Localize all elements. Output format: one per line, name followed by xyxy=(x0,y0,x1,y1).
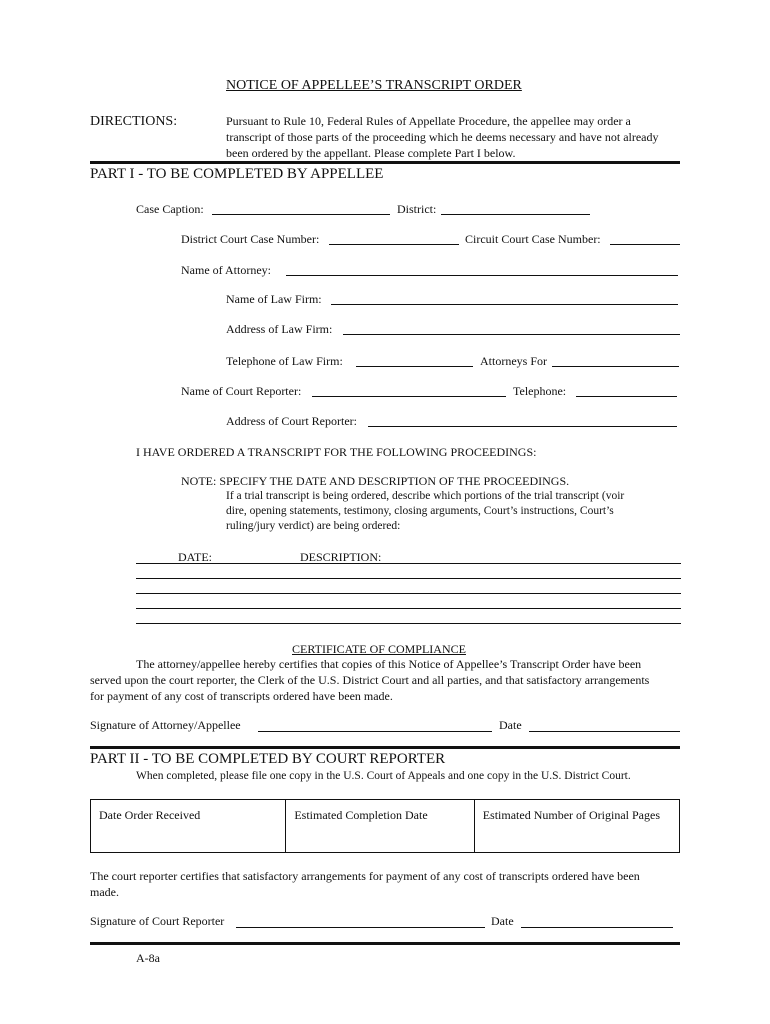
part1-heading: PART I - TO BE COMPLETED BY APPELLEE xyxy=(90,166,384,182)
proceedings-line[interactable] xyxy=(136,593,681,594)
reporter-name-label: Name of Court Reporter: xyxy=(181,384,302,398)
reporter-cert-line1: The court reporter certifies that satisfactory arrangements for payment of any cost of transcripts ordered have been xyxy=(90,869,640,883)
note-line3: ruling/jury verdict) are being ordered: xyxy=(226,520,401,532)
case-caption-field[interactable] xyxy=(212,214,390,215)
reporter-date-field[interactable] xyxy=(521,927,673,928)
reporter-date-label: Date xyxy=(491,914,514,928)
date-order-received-label: Date Order Received xyxy=(99,808,201,822)
attorney-date-field[interactable] xyxy=(529,731,680,732)
attorney-name-field[interactable] xyxy=(286,275,678,276)
certificate-line3: for payment of any cost of transcripts ordered have been made. xyxy=(90,689,393,703)
law-firm-phone-field[interactable] xyxy=(356,366,473,367)
estimated-completion-date-cell[interactable] xyxy=(286,800,474,852)
attorneys-for-label: Attorneys For xyxy=(480,354,547,368)
reporter-name-field[interactable] xyxy=(312,396,506,397)
certificate-line1: The attorney/appellee hereby certifies that copies of this Notice of Appellee’s Transcript Order have been xyxy=(136,657,642,671)
district-case-number-label: District Court Case Number: xyxy=(181,232,320,246)
estimated-pages-cell[interactable] xyxy=(475,800,679,852)
proceedings-line[interactable] xyxy=(136,563,681,564)
reporter-signature-field[interactable] xyxy=(236,927,485,928)
reporter-phone-field[interactable] xyxy=(576,396,677,397)
directions-label: DIRECTIONS: xyxy=(90,114,178,129)
description-column-label: DESCRIPTION: xyxy=(300,550,382,564)
circuit-case-number-label: Circuit Court Case Number: xyxy=(465,232,601,246)
part2-top-rule xyxy=(90,746,680,749)
attorney-signature-label: Signature of Attorney/Appellee xyxy=(90,718,241,732)
attorney-date-label: Date xyxy=(499,718,522,732)
law-firm-name-label: Name of Law Firm: xyxy=(226,292,322,306)
district-case-number-field[interactable] xyxy=(329,244,459,245)
proceedings-line[interactable] xyxy=(136,623,681,624)
law-firm-address-label: Address of Law Firm: xyxy=(226,322,333,336)
reporter-address-field[interactable] xyxy=(368,426,677,427)
law-firm-name-field[interactable] xyxy=(331,304,678,305)
reporter-phone-label: Telephone: xyxy=(513,384,567,398)
form-title: NOTICE OF APPELLEE’S TRANSCRIPT ORDER xyxy=(226,78,522,93)
bottom-rule xyxy=(90,942,680,945)
circuit-case-number-field[interactable] xyxy=(610,244,680,245)
ordered-statement: I HAVE ORDERED A TRANSCRIPT FOR THE FOLLOWING PROCEEDINGS: xyxy=(136,445,537,459)
directions-text-line3: been ordered by the appellant. Please complete Part I below. xyxy=(226,146,516,160)
reporter-info-table xyxy=(90,799,680,853)
law-firm-phone-label: Telephone of Law Firm: xyxy=(226,354,343,368)
date-column-label: DATE: xyxy=(178,550,212,564)
reporter-address-label: Address of Court Reporter: xyxy=(226,414,357,428)
date-order-received-cell[interactable] xyxy=(91,800,286,852)
directions-text-line1: Pursuant to Rule 10, Federal Rules of Appellate Procedure, the appellee may order a xyxy=(226,114,631,128)
district-label: District: xyxy=(397,202,437,216)
district-field[interactable] xyxy=(441,214,590,215)
part1-top-rule xyxy=(90,161,680,164)
form-number: A-8a xyxy=(136,951,160,965)
law-firm-address-field[interactable] xyxy=(343,334,680,335)
estimated-completion-date-label: Estimated Completion Date xyxy=(294,808,428,822)
note-heading: NOTE: SPECIFY THE DATE AND DESCRIPTION OF THE PROCEEDINGS. xyxy=(181,474,570,488)
note-line2: dire, opening statements, testimony, closing arguments, Court’s instructions, Court’s xyxy=(226,505,614,517)
certificate-title: CERTIFICATE OF COMPLIANCE xyxy=(292,642,466,656)
attorney-signature-field[interactable] xyxy=(258,731,492,732)
part2-instruction: When completed, please file one copy in the U.S. Court of Appeals and one copy in the U.S. District Court. xyxy=(136,770,631,782)
proceedings-line[interactable] xyxy=(136,578,681,579)
certificate-line2: served upon the court reporter, the Clerk of the U.S. District Court and all parties, and that satisfactory arrangements xyxy=(90,673,650,687)
reporter-cert-line2: made. xyxy=(90,885,119,899)
note-line1: If a trial transcript is being ordered, describe which portions of the trial transcript (voir xyxy=(226,490,625,502)
attorneys-for-field[interactable] xyxy=(552,366,679,367)
directions-text-line2: transcript of those parts of the proceeding which he deems necessary and have not already xyxy=(226,130,659,144)
reporter-signature-label: Signature of Court Reporter xyxy=(90,914,225,928)
part2-heading: PART II - TO BE COMPLETED BY COURT REPORTER xyxy=(90,751,446,767)
estimated-pages-label: Estimated Number of Original Pages xyxy=(482,808,660,822)
attorney-name-label: Name of Attorney: xyxy=(181,263,271,277)
proceedings-line[interactable] xyxy=(136,608,681,609)
case-caption-label: Case Caption: xyxy=(136,202,204,216)
